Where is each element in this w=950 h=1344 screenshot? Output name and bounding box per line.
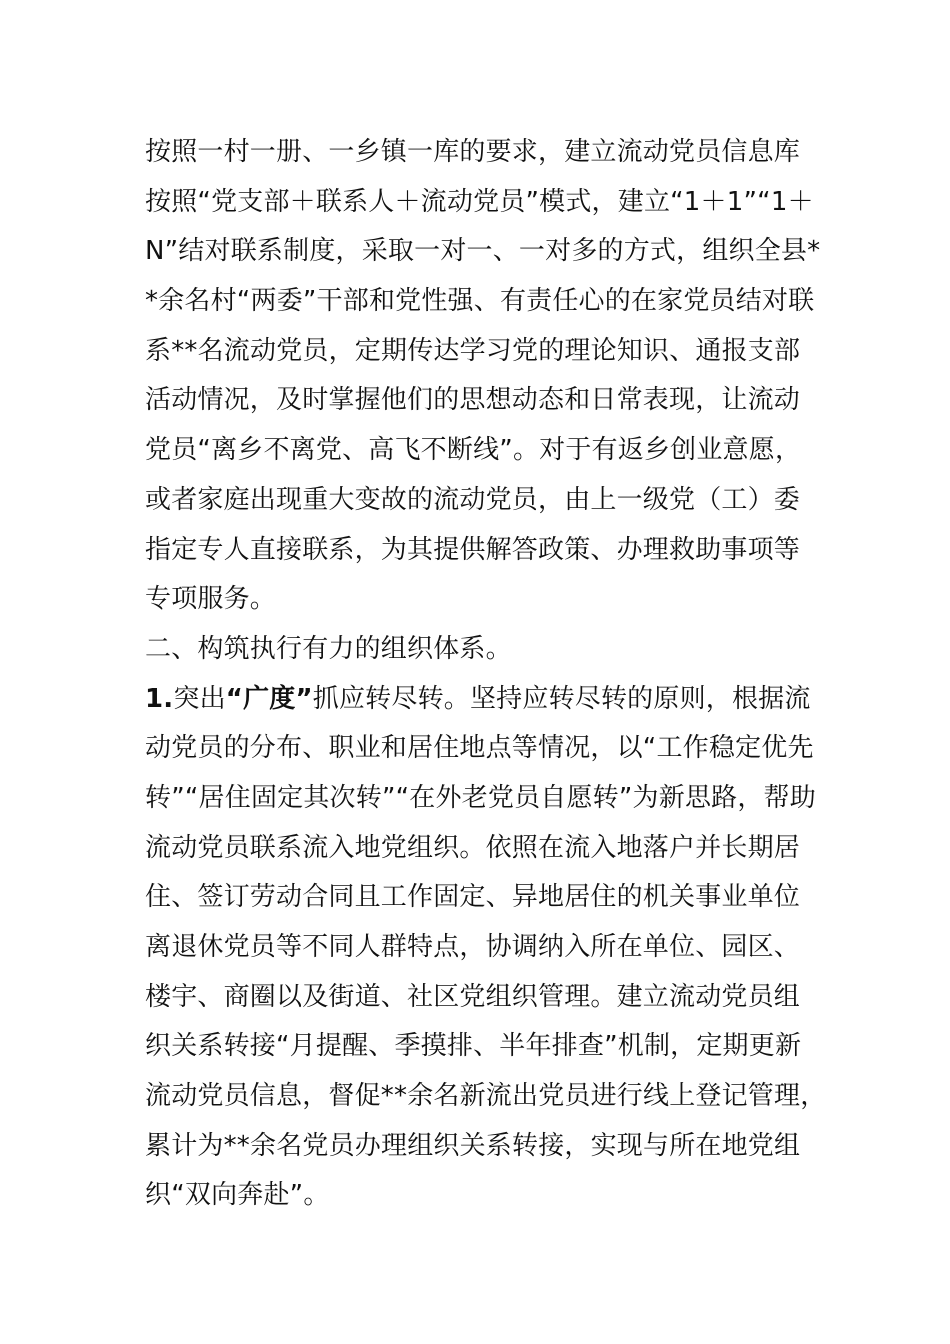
text-line: 转”“居住固定其次转”“在外老党员自愿转”为新思路，帮助 [145, 782, 816, 813]
text-line: N”结对联系制度，采取一对一、一对多的方式，组织全县* [145, 236, 821, 267]
text-line: 住、签订劳动合同且工作固定、异地居住的机关事业单位 [145, 882, 801, 913]
text-line: 系**名流动党员，定期传达学习党的理论知识、通报支部 [145, 335, 801, 366]
text-line: 楼宇、商圈以及街道、社区党组织管理。建立流动党员组 [145, 981, 801, 1012]
text-line: 按照“党支部＋联系人＋流动党员”模式，建立“1＋1”“1＋ [145, 186, 814, 217]
text-line: 累计为**余名党员办理组织关系转接，实现与所在地党组 [145, 1130, 801, 1161]
text-line: *余名村“两委”干部和党性强、有责任心的在家党员结对联 [145, 286, 815, 317]
text-line: 流动党员联系流入地党组织。依照在流入地落户并长期居 [145, 832, 801, 863]
text-line: 党员“离乡不离党、高飞不断线”。对于有返乡创业意愿， [145, 435, 802, 466]
text-line: 动党员的分布、职业和居住地点等情况，以“工作稳定优先 [145, 733, 814, 764]
subsection-pre: 突出 [173, 683, 226, 714]
text-line: 流动党员信息，督促**余名新流出党员进行线上登记管理， [145, 1081, 827, 1112]
subsection-quote: “广度” [225, 683, 313, 714]
text-line: 离退休党员等不同人群特点，协调纳入所在单位、园区、 [145, 932, 801, 962]
subsection-heading-line [145, 675, 845, 725]
text-line: 织“双向奔赴”。 [145, 1180, 330, 1211]
text-line: 织关系转接“月提醒、季摸排、半年排查”机制，定期更新 [145, 1031, 802, 1062]
text-line: 活动情况，及时掌握他们的思想动态和日常表现，让流动 [145, 385, 801, 416]
text-line: 指定专人直接联系，为其提供解答政策、办理救助事项等 [145, 534, 801, 565]
section-heading: 二、构筑执行有力的组织体系。 [145, 633, 512, 664]
subsection-number: 1. [145, 683, 174, 714]
subsection-rest: 抓应转尽转。坚持应转尽转的原则，根据流 [312, 683, 811, 714]
document-body [145, 128, 845, 1221]
text-line: 按照一村一册、一乡镇一库的要求，建立流动党员信息库 [145, 137, 801, 167]
text-line: 或者家庭出现重大变故的流动党员，由上一级党（工）委 [145, 484, 801, 515]
text-line: 专项服务。 [145, 584, 277, 615]
